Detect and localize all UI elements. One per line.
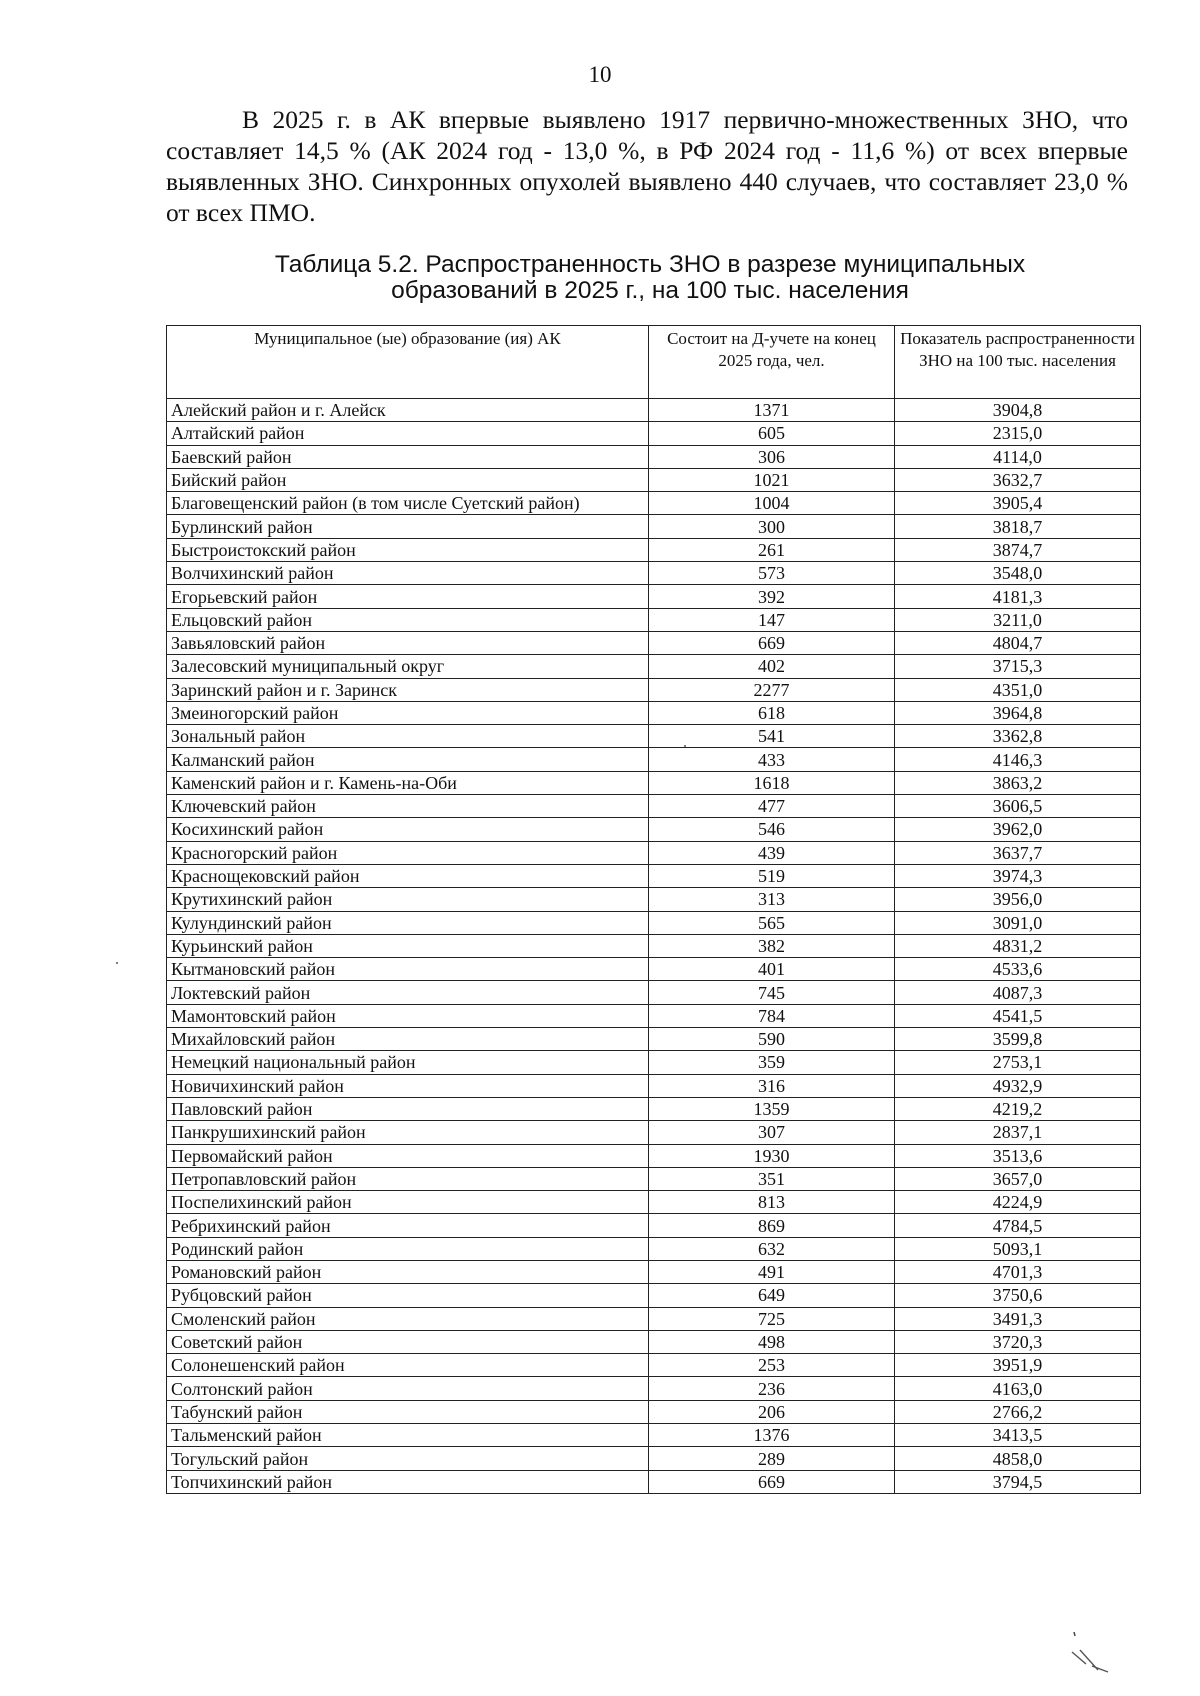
scan-speck [116,962,118,964]
cell-municipality: Немецкий национальный район [167,1051,649,1074]
table-row [167,1097,1141,1120]
table-row [167,1167,1141,1190]
cell-prevalence-rate: 4541,5 [895,1004,1141,1027]
prevalence-table [166,325,1141,1494]
cell-registered-count: 382 [649,934,895,957]
cell-prevalence-rate: 3548,0 [895,562,1141,585]
cell-municipality: Баевский район [167,445,649,468]
table-row [167,562,1141,585]
table-row [167,655,1141,678]
cell-prevalence-rate: 4224,9 [895,1191,1141,1214]
cell-prevalence-rate: 3413,5 [895,1424,1141,1447]
table-row [167,1377,1141,1400]
cell-prevalence-rate: 3818,7 [895,515,1141,538]
cell-registered-count: 1376 [649,1424,895,1447]
cell-registered-count: 2277 [649,678,895,701]
cell-prevalence-rate: 3956,0 [895,888,1141,911]
cell-prevalence-rate: 4858,0 [895,1447,1141,1470]
cell-registered-count: 1371 [649,399,895,422]
cell-registered-count: 439 [649,841,895,864]
cell-registered-count: 316 [649,1074,895,1097]
table-row [167,1028,1141,1051]
cell-registered-count: 1021 [649,468,895,491]
table-row [167,631,1141,654]
table-row [167,678,1141,701]
table-row [167,492,1141,515]
table-row [167,748,1141,771]
cell-municipality: Краснощековский район [167,864,649,887]
cell-registered-count: 649 [649,1284,895,1307]
cell-prevalence-rate: 3720,3 [895,1330,1141,1353]
table-row [167,1307,1141,1330]
cell-prevalence-rate: 3637,7 [895,841,1141,864]
cell-prevalence-rate: 3904,8 [895,399,1141,422]
cell-municipality: Алтайский район [167,422,649,445]
cell-municipality: Тогульский район [167,1447,649,1470]
table-row [167,399,1141,422]
table-row [167,795,1141,818]
table-row [167,1051,1141,1074]
table-row [167,585,1141,608]
cell-registered-count: 541 [649,725,895,748]
cell-prevalence-rate: 4163,0 [895,1377,1141,1400]
cell-registered-count: 401 [649,958,895,981]
cell-municipality: Ельцовский район [167,608,649,631]
cell-registered-count: 236 [649,1377,895,1400]
cell-registered-count: 253 [649,1354,895,1377]
cell-municipality: Солтонский район [167,1377,649,1400]
cell-municipality: Красногорский район [167,841,649,864]
cell-registered-count: 147 [649,608,895,631]
cell-registered-count: 745 [649,981,895,1004]
cell-prevalence-rate: 3905,4 [895,492,1141,515]
cell-municipality: Алейский район и г. Алейск [167,399,649,422]
table-row [167,1260,1141,1283]
cell-registered-count: 590 [649,1028,895,1051]
cell-registered-count: 725 [649,1307,895,1330]
cell-municipality: Косихинский район [167,818,649,841]
table-row [167,1424,1141,1447]
cell-municipality: Залесовский муниципальный округ [167,655,649,678]
table-row [167,771,1141,794]
cell-prevalence-rate: 3750,6 [895,1284,1141,1307]
cell-municipality: Зональный район [167,725,649,748]
cell-registered-count: 813 [649,1191,895,1214]
table-row [167,864,1141,887]
table-row [167,1470,1141,1493]
cell-prevalence-rate: 3491,3 [895,1307,1141,1330]
cell-registered-count: 477 [649,795,895,818]
cell-registered-count: 433 [649,748,895,771]
cell-registered-count: 546 [649,818,895,841]
cell-registered-count: 261 [649,538,895,561]
cell-registered-count: 491 [649,1260,895,1283]
cell-municipality: Егорьевский район [167,585,649,608]
cell-prevalence-rate: 3863,2 [895,771,1141,794]
cell-prevalence-rate: 3211,0 [895,608,1141,631]
cell-municipality: Змеиногорский район [167,701,649,724]
table-row [167,1447,1141,1470]
cell-prevalence-rate: 4784,5 [895,1214,1141,1237]
cell-municipality: Волчихинский район [167,562,649,585]
table-row [167,725,1141,748]
cell-municipality: Панкрушихинский район [167,1121,649,1144]
table-caption [230,252,1070,304]
cell-municipality: Курьинский район [167,934,649,957]
table-row [167,1004,1141,1027]
table-row [167,701,1141,724]
table-row [167,1330,1141,1353]
table-caption-line-1: Таблица 5.2. Распространенность ЗНО в разрезе муниципальных [274,251,1026,278]
cell-prevalence-rate: 4701,3 [895,1260,1141,1283]
cell-prevalence-rate: 4351,0 [895,678,1141,701]
cell-municipality: Павловский район [167,1097,649,1120]
cell-prevalence-rate: 3606,5 [895,795,1141,818]
cell-registered-count: 351 [649,1167,895,1190]
cell-registered-count: 869 [649,1214,895,1237]
cell-municipality: Топчихинский район [167,1470,649,1493]
cell-prevalence-rate: 3632,7 [895,468,1141,491]
cell-municipality: Солонешенский район [167,1354,649,1377]
cell-prevalence-rate: 4219,2 [895,1097,1141,1120]
cell-prevalence-rate: 4533,6 [895,958,1141,981]
cell-prevalence-rate: 3513,6 [895,1144,1141,1167]
table-row [167,445,1141,468]
cell-municipality: Новичихинский район [167,1074,649,1097]
cell-prevalence-rate: 3599,8 [895,1028,1141,1051]
cell-registered-count: 573 [649,562,895,585]
cell-registered-count: 1004 [649,492,895,515]
cell-municipality: Завьяловский район [167,631,649,654]
cell-municipality: Петропавловский район [167,1167,649,1190]
cell-registered-count: 498 [649,1330,895,1353]
cell-registered-count: 359 [649,1051,895,1074]
cell-prevalence-rate: 3091,0 [895,911,1141,934]
header-registered-count: Состоит на Д-учете на конец 2025 года, чел. [649,326,895,399]
table-row [167,515,1141,538]
table-row [167,934,1141,957]
cell-municipality: Заринский район и г. Заринск [167,678,649,701]
page-number: 10 [588,62,612,87]
cell-prevalence-rate: 3874,7 [895,538,1141,561]
table-row [167,538,1141,561]
cell-registered-count: 1930 [649,1144,895,1167]
cell-registered-count: 300 [649,515,895,538]
scan-speck [684,745,686,747]
cell-prevalence-rate: 4146,3 [895,748,1141,771]
cell-municipality: Мамонтовский район [167,1004,649,1027]
cell-prevalence-rate: 2753,1 [895,1051,1141,1074]
cell-municipality: Табунский район [167,1400,649,1423]
cell-municipality: Бурлинский район [167,515,649,538]
cell-registered-count: 1618 [649,771,895,794]
table-header-row [167,326,1141,399]
cell-municipality: Ключевский район [167,795,649,818]
table-body [167,399,1141,1494]
cell-prevalence-rate: 4932,9 [895,1074,1141,1097]
table-row [167,422,1141,445]
cell-municipality: Крутихинский район [167,888,649,911]
cell-registered-count: 1359 [649,1097,895,1120]
cell-registered-count: 402 [649,655,895,678]
table-row [167,911,1141,934]
cell-registered-count: 565 [649,911,895,934]
table-caption-line-2: образований в 2025 г., на 100 тыс. населения [391,277,909,304]
cell-municipality: Кытмановский район [167,958,649,981]
table-row [167,818,1141,841]
cell-prevalence-rate: 4831,2 [895,934,1141,957]
cell-municipality: Кулундинский район [167,911,649,934]
cell-registered-count: 519 [649,864,895,887]
cell-municipality: Быстроистокский район [167,538,649,561]
cell-registered-count: 669 [649,631,895,654]
cell-prevalence-rate: 3715,3 [895,655,1141,678]
cell-municipality: Благовещенский район (в том числе Суетский район) [167,492,649,515]
cell-registered-count: 605 [649,422,895,445]
cell-registered-count: 632 [649,1237,895,1260]
table-row [167,1354,1141,1377]
cell-prevalence-rate: 4114,0 [895,445,1141,468]
table-row [167,888,1141,911]
table-row [167,981,1141,1004]
table-row [167,1237,1141,1260]
cell-prevalence-rate: 4181,3 [895,585,1141,608]
cell-municipality: Рубцовский район [167,1284,649,1307]
cell-municipality: Романовский район [167,1260,649,1283]
cell-prevalence-rate: 3974,3 [895,864,1141,887]
cell-municipality: Бийский район [167,468,649,491]
table-row [167,841,1141,864]
cell-municipality: Михайловский район [167,1028,649,1051]
cell-registered-count: 669 [649,1470,895,1493]
cell-prevalence-rate: 3794,5 [895,1470,1141,1493]
cell-prevalence-rate: 3362,8 [895,725,1141,748]
cell-prevalence-rate: 4087,3 [895,981,1141,1004]
table-row [167,1284,1141,1307]
table-row [167,1400,1141,1423]
cell-prevalence-rate: 3962,0 [895,818,1141,841]
cell-registered-count: 392 [649,585,895,608]
cell-prevalence-rate: 5093,1 [895,1237,1141,1260]
cell-municipality: Тальменский район [167,1424,649,1447]
header-prevalence-rate: Показатель распространенности ЗНО на 100 тыс. населения [895,326,1141,399]
cell-prevalence-rate: 3964,8 [895,701,1141,724]
cell-prevalence-rate: 4804,7 [895,631,1141,654]
header-municipality: Муниципальное (ые) образование (ия) АК [167,326,649,399]
cell-prevalence-rate: 2315,0 [895,422,1141,445]
table-row [167,1191,1141,1214]
scribble-mark [1068,1630,1128,1680]
cell-registered-count: 618 [649,701,895,724]
cell-municipality: Ребрихинский район [167,1214,649,1237]
cell-municipality: Калманский район [167,748,649,771]
table-row [167,1121,1141,1144]
cell-municipality: Советский район [167,1330,649,1353]
cell-registered-count: 307 [649,1121,895,1144]
cell-prevalence-rate: 3951,9 [895,1354,1141,1377]
cell-registered-count: 306 [649,445,895,468]
cell-municipality: Родинский район [167,1237,649,1260]
table-row [167,958,1141,981]
cell-registered-count: 289 [649,1447,895,1470]
cell-prevalence-rate: 3657,0 [895,1167,1141,1190]
cell-municipality: Смоленский район [167,1307,649,1330]
cell-prevalence-rate: 2766,2 [895,1400,1141,1423]
cell-municipality: Первомайский район [167,1144,649,1167]
cell-prevalence-rate: 2837,1 [895,1121,1141,1144]
table-row [167,1074,1141,1097]
table-row [167,1214,1141,1237]
cell-registered-count: 784 [649,1004,895,1027]
cell-municipality: Локтевский район [167,981,649,1004]
cell-municipality: Поспелихинский район [167,1191,649,1214]
cell-municipality: Каменский район и г. Камень-на-Оби [167,771,649,794]
table-row [167,468,1141,491]
table-row [167,608,1141,631]
intro-paragraph: В 2025 г. в АК впервые выявлено 1917 первично-множественных ЗНО, что составляет 14,5 % (АК 2024 год - 13,0 %, в РФ 2024 год - 11,6 %) от всех впервые выявленных ЗНО. Синхронных опухолей выявлено 440 случаев, что составляет 23,0 % от всех ПМО. [166,105,1128,227]
table-row [167,1144,1141,1167]
cell-registered-count: 206 [649,1400,895,1423]
cell-registered-count: 313 [649,888,895,911]
